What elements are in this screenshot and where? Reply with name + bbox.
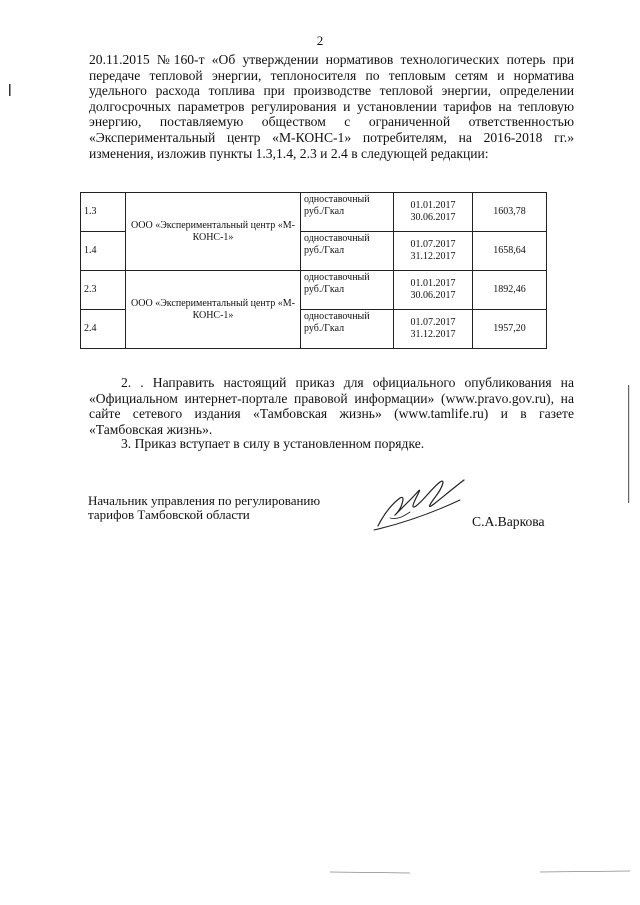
position-line-2: тарифов Тамбовской области — [88, 507, 250, 522]
tariff-table — [80, 192, 547, 349]
tariff-value: 1658,64 — [473, 232, 547, 271]
table-row — [81, 271, 547, 310]
date-from: 01.07.2017 — [410, 317, 456, 328]
scan-edge-mark — [626, 385, 634, 505]
organization-name: ООО «Экспериментальный центр «М-КОНС-1» — [126, 271, 301, 349]
tariff-type: одноставочный руб./Гкал — [301, 193, 394, 232]
tariff-value: 1892,46 — [473, 271, 547, 310]
position-line-1: Начальник управления по регулированию — [88, 493, 321, 508]
date-from: 01.01.2017 — [410, 278, 456, 289]
intro-paragraph: 20.11.2015 №160-т «Об утверждении нормативов технологических потерь при передаче тепловой энергии, теплоносителя по тепловым сетям и норматива удельного расхода топлива при производстве тепловой энергии, определении долгосрочных параметров регулирования и установлении тарифов на тепловую энергию, поставляемую обществом с ограниченной ответственностью «Экспериментальный центр «М-КОНС-1» потребителям, на 2016-2018 гг.» изменения, изложив пункты 1.3,1.4, 2.3 и 2.4 в следующей редакции: — [89, 52, 574, 161]
date-to: 30.06.2017 — [410, 212, 456, 223]
handwritten-signature — [370, 474, 480, 534]
date-to: 31.12.2017 — [410, 329, 456, 340]
tariff-value: 1957,20 — [473, 310, 547, 349]
tariff-type: одноставочный руб./Гкал — [301, 271, 394, 310]
scan-edge-mark — [8, 84, 12, 98]
paragraph-publication: 2. . Направить настоящий приказ для официального опубликования на «Официальном интернет-портале правовой информации» (www.pravo.gov.ru), на сайте сетевого издания «Тамбовская жизнь» (www.tamlife.ru) и в газете «Тамбовская жизнь». — [89, 375, 574, 437]
tariff-type: одноставочный руб./Гкал — [301, 310, 394, 349]
paragraph-effective: 3. Приказ вступает в силу в установленном порядке. — [121, 436, 425, 451]
tariff-value: 1603,78 — [473, 193, 547, 232]
row-number: 2.3 — [81, 271, 126, 310]
signatory-name: С.А.Варкова — [472, 514, 545, 529]
date-to: 30.06.2017 — [410, 290, 456, 301]
row-number: 2.4 — [81, 310, 126, 349]
tariff-period — [394, 310, 473, 349]
tariff-period — [394, 232, 473, 271]
scan-edge-mark — [330, 868, 630, 876]
signatory-position — [88, 494, 320, 522]
tariff-period — [394, 193, 473, 232]
tariff-period — [394, 271, 473, 310]
row-number: 1.3 — [81, 193, 126, 232]
date-from: 01.07.2017 — [410, 239, 456, 250]
date-to: 31.12.2017 — [410, 251, 456, 262]
table-row — [81, 193, 547, 232]
organization-name: ООО «Экспериментальный центр «М-КОНС-1» — [126, 193, 301, 271]
row-number: 1.4 — [81, 232, 126, 271]
tariff-type: одноставочный руб./Гкал — [301, 232, 394, 271]
page-number: 2 — [316, 33, 324, 48]
date-from: 01.01.2017 — [410, 200, 456, 211]
